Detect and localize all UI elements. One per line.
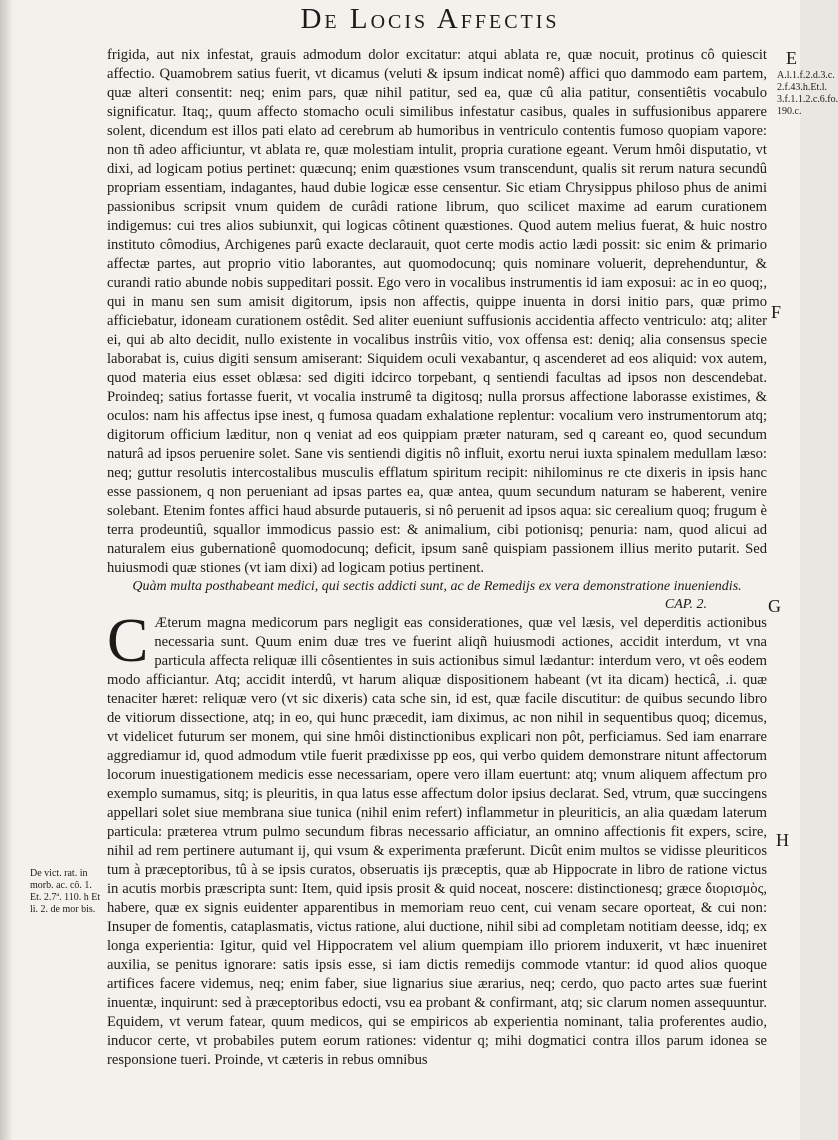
chapter-number: CAP. 2. — [664, 597, 707, 612]
margin-letter-e: E — [786, 48, 797, 68]
marginal-gloss-left: De vict. rat. in morb. ac. cô. 1. Et. 2.7ª. 110. h Et li. 2. de mor bis. — [30, 868, 101, 915]
paragraph-2-text: Æterum magna medicorum pars negligit eas considerationes, quæ vel læsis, vel deperditis actionibus necessaria sunt. Quum enim duæ tres ve fuerint aliqñ huiusmodi actiones, accidit interdum, vt vna particula affecta reliquæ illi côsentientes in suis actionibus simul lædantur: interdum vero, vt oês eodem modo afficiantur. Atq; accidit interdû, vt harum aliquæ dispositionem habeant (vt ita dicam) hecticâ, .i. quæ tenaciter hæret: reliquæ vero (vt sic dixeris) cata sche sin, id est, quæ facile discutitur: de quibus secundo libro de vitiorum dissectione, atq; in eo, qui hunc præcedit, iam diximus, ac non nihil in sequentibus quoq; dicemus, vt videlicet futurum ser monem, qui sine hmôi distinctionibus explicari non pôt, perficiamus. Sed iam enarrare aggrediamur id, quod admodum vtile fuerit prædixisse pp eos, qui verbo quidem demonstrare nitunt affectorum locorum inuestigationem medicis esse necessariam, opere vero illam euertunt: atq; vnum aliquem affectum pro exemplo sumamus, sitq; is pleuritis, in qua latus esse affectum dolor ipsius declarat. Sed, vtrum, quæ succingens appellari solet siue membrana siue tunica (nihil enim refert) inflammetur in pleuriticis, an alia quædam laterum particula: præterea vtrum pulmo secundum fibras necessario afficiatur, an omnino affectionis fit expers, scire, nihil ad rem pertinere autumant ij, qui vsum & experimenta præferunt. Dicût enim multos se vidisse pleuriticos tum à præceptoribus, tû à se ipsis curatos, obseruatis ijs præceptis, quæ ab Hippocrate in libro de ratione victus in acutis morbis præscripta sunt: Item, quid ipsis prosit & quid noceat, noscere: distinctionesq; græce διορισμὸς, habere, quæ ex signis euidenter apparentibus in memoriam reuo cent, cui venam secare oporteat, & cui non: Insuper de fomentis, cataplasmatis, victus ratione, alui ductione, nihil sibi ad completam notitiam deesse, idq; ex longa experientia: Igitur, quid vel Hippocratem vel alium quempiam illo priorem induxerit, vt hæc inueniret auxilia, se penitus ignorare: satis ipsis esse, si iam dictis remedijs commode vtantur: id quod alios quoque artifices facere videmus, neq; enim faber, siue lignarius siue ærarius, neq; cerdo, quo pacto artes suæ fuerint inuentæ, inquirunt: sed à præceptoribus edocti, vsu ea probant & confirmant, atq; sic clarum nomen assequuntur. Equidem, vt verum fatear, quum medicos, qui se empiricos ab experientia nominant, talia proferentes audio, inducor certe, vt probabiles putem eorum rationes: videntur q; mihi dogmatici contra illos parum idonea se responsione tueri. Proinde, vt cæteris in rebus omnibus — [107, 615, 767, 1068]
main-text — [107, 46, 767, 1070]
marginal-gloss-right: A.l.1.f.2.d.3.c. 2.f.43.h.Et.l. 3.f.1.1.2.c.6.fo. 190.c. — [777, 70, 838, 117]
running-head: De Locis Affectis — [300, 3, 560, 35]
drop-cap: C — [107, 607, 149, 675]
margin-letter-h: H — [776, 830, 789, 850]
paragraph-2 — [107, 607, 767, 1070]
margin-letter-g: G — [768, 596, 781, 616]
paragraph-1: frigida, aut nix infestat, grauis admodum dolor excitatur: atqui ablata re, quæ nocuit, protinus cô quiescit affectio. Quamobrem satius fuerit, vt dicamus (veluti & ipsum indicat nomê) affici quo dammodo eam partem, quæ alteri consentit: neq; enim pars, quæ nihil patitur, sed ea, quæ cû alia patitur, consentiêtis vocabulo significatur. Itaq;, quum affecto stomacho oculi similibus infestatur casibus, quales in suffusionibus apparere solent, dicendum est illos pati elato ad cerebrum ab humoribus in ventriculo contentis fumoso quopiam vapore: non tñ adeo afficiuntur, vt ablata re, quæ molestiam intulit, propria curatione egeant. Verum hmôi disputatio, vt dixi, ad logicam potius pertinet: quæcunq; enim quæstiones vsum transcendunt, qualis sit rerum natura secundû propriam essentiam, indagantes, haud dubie logicæ esse censentur. Sic etiam Chrysippus philoso phus de animi passionibus scripsit vnum quidem de curâdi ratione librum, quo scilicet maxime ad earum curationem indigemus: cui tres alios subiunxit, qui logicas côtinent quæstiones. Quod autem melius fuerat, & huic nostro instituto cômodius, Archigenes parû exacte declarauit, quot certe modis actio lædi possit: sic enim & primario affectæ partes, aut proprio vitio laborantes, aut quomodocunq; quis nominare voluerit, deprehenduntur, & curandi ratio abunde nobis suppeditari possit. Ego vero in vocalibus instrumentis id iam exposui: ac in eo quoq;, qui in manu sen sum amisit digitorum, ipsis non affectis, quippe inuenta in dorsi initio pars, quæ primo afficiebatur, idoneam curationem ostêdit. Sed aliter eueniunt suffusionis accidentia affecto ventriculo: atq; aliter ei, qui ab alto decidit, nullo existente in vocalibus instrûis vitio, vox offensa est: deniq; alia consensus specie laborabat is, cuius digiti sensum amiserant: Siquidem oculi vexabantur, q ascenderet ad eos aliquid: vox autem, quod materia eius esset oblæsa: sed digiti idcirco torpebant, q sentiendi facultas ad ipsos non descendebat. Proindeq; satius fortasse fuerit, vt vocalia instrumê ta digitosq; nulla prorsus affectione laborasse existimes, & oculos: nam his affectus ipse inest, q fumosa quadam exhalatione replentur: vocalium vero instrumentorum atq; digitorum officium læditur, non q veniat ad eos quippiam præter naturam, sed q careant eo, quod secundum naturâ ad ipsos peruenire solet. Sane vis sentiendi digitis nô influit, exortu nerui iuxta spinalem medullam læso: neq; guttur resolutis intercostalibus musculis efflatum spiritum recipit: nihilominus re cte dixeris in ipsis hanc esse passionem, q non perueniant ad ipsas partes ea, quæ antea, quum secundum naturam se haberent, venire solebant. Etenim fontes affici haud absurde putaueris, si nô peruenit ad ipsos aqua: sic cerealium quoq; frugum è terra prodeuntiû, squallor immodicus passio est: & animalium, cibi potionisq; penuria: nam, quod alicui ad naturalem eius gubernationê quomodocunq; deficit, ipsum sanê quispiam passionem illius merito putarit. Sed huiusmodi quæ stiones (vt iam dixi) ad logicam potius pertinent. — [107, 47, 767, 576]
chapter-title: Quàm multa posthabeant medici, qui sectis addicti sunt, ac de Remedijs ex vera demonstratione inueniendis. — [132, 579, 742, 594]
margin-letter-f: F — [771, 302, 782, 322]
page-gutter — [0, 0, 12, 1140]
